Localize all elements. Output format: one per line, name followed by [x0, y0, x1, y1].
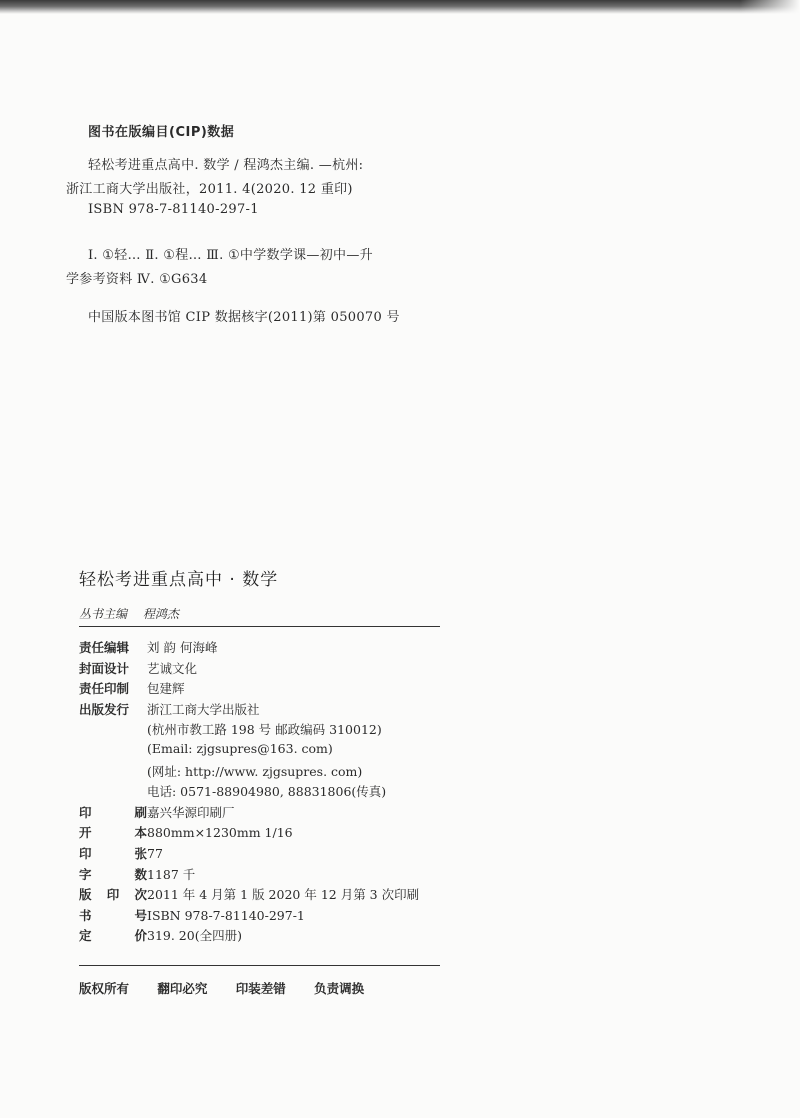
credit-label	[79, 823, 147, 841]
series-editor-name: 程鸿杰	[142, 607, 179, 621]
credit-label-char: 本	[134, 825, 147, 841]
credit-label-char: 次	[134, 887, 147, 903]
credit-row	[79, 885, 459, 906]
cip-classification-line-2: 学参考资料 Ⅳ. ①G634	[66, 272, 208, 287]
credit-label-char: 开	[79, 825, 92, 841]
cip-isbn-line: ISBN 978-7-81140-297-1	[88, 202, 259, 217]
cip-heading: 图书在版编目(CIP)数据	[88, 125, 235, 140]
credit-value: 1187 千	[147, 866, 196, 882]
credit-value: 319. 20(全四册)	[147, 928, 242, 944]
credit-value: 嘉兴华源印刷厂	[147, 804, 235, 820]
credit-label-char: 印	[79, 804, 92, 820]
credit-label	[79, 885, 147, 903]
credit-row	[79, 762, 459, 783]
credit-value: 艺诚文化	[147, 660, 198, 676]
series-editor-label: 丛书主编	[79, 607, 128, 621]
cip-title-line: 轻松考进重点高中. 数学 / 程鸿杰主编. —杭州:	[88, 158, 364, 173]
credit-value: (Email: zjgsupres@163. com)	[147, 740, 333, 756]
credit-label	[79, 906, 147, 924]
rights-item: 翻印必究	[157, 981, 208, 996]
credit-row	[79, 720, 459, 741]
credit-label-char: 定	[79, 928, 92, 944]
credit-label	[79, 700, 147, 718]
credit-value: 电话: 0571-88904980, 88831806(传真)	[147, 784, 387, 800]
rights-item: 版权所有	[79, 981, 130, 996]
credit-row	[79, 782, 459, 803]
credits-list	[79, 638, 459, 947]
credit-value: 浙江工商大学出版社	[147, 701, 260, 717]
credit-row	[79, 741, 459, 762]
credit-label	[79, 803, 147, 821]
rights-item: 印装差错	[235, 981, 286, 996]
credit-value: (杭州市教工路 198 号 邮政编码 310012)	[147, 722, 382, 738]
cip-classification-line: Ⅰ. ①轻… Ⅱ. ①程… Ⅲ. ①中学数学课—初中—升	[88, 248, 373, 263]
credit-label-char: 出版发行	[79, 701, 130, 717]
credit-label-char: 字	[79, 866, 92, 882]
credit-label	[79, 926, 147, 944]
credit-row	[79, 659, 459, 680]
credit-label-char: 号	[134, 907, 147, 923]
credit-label	[79, 865, 147, 883]
credit-value: ISBN 978-7-81140-297-1	[147, 907, 305, 923]
credit-label-char: 责任印制	[79, 681, 130, 697]
credit-value: 刘 韵 何海峰	[147, 640, 218, 655]
credit-row	[79, 926, 459, 947]
credit-label-char: 印	[79, 845, 92, 861]
credit-row	[79, 803, 459, 824]
credit-label	[79, 638, 147, 656]
credit-label-char: 数	[134, 866, 147, 882]
credit-value: 包建辉	[147, 681, 185, 697]
credit-label-char: 刷	[134, 804, 147, 820]
credit-label-char: 封面设计	[79, 660, 130, 676]
credit-value: (网址: http://www. zjgsupres. com)	[147, 763, 363, 779]
credit-value: 2011 年 4 月第 1 版 2020 年 12 月第 3 次印刷	[147, 887, 420, 903]
credit-row	[79, 906, 459, 927]
top-divider	[79, 626, 440, 627]
credit-label-char: 张	[134, 845, 147, 861]
credit-row	[79, 679, 459, 700]
credit-label	[79, 844, 147, 862]
series-editor-line	[79, 605, 179, 622]
credit-label-char: 版	[79, 887, 92, 903]
credit-label-char: 价	[134, 928, 147, 944]
credit-row	[79, 638, 459, 659]
scan-top-shadow	[0, 0, 800, 14]
book-title: 轻松考进重点高中 · 数学	[79, 570, 279, 590]
credit-row	[79, 865, 459, 886]
cip-publisher-line: 浙江工商大学出版社，2011. 4(2020. 12 重印)	[66, 182, 353, 197]
credit-value: 880mm×1230mm 1/16	[147, 825, 293, 841]
cip-record-number: 中国版本图书馆 CIP 数据核字(2011)第 050070 号	[88, 310, 400, 325]
credit-label-char: 印	[106, 887, 120, 903]
credit-row	[79, 823, 459, 844]
credit-value: 77	[147, 845, 163, 861]
credit-row	[79, 700, 459, 721]
credit-label	[79, 659, 147, 677]
credit-row	[79, 844, 459, 865]
bottom-divider	[79, 965, 440, 966]
credit-label-char: 责任编辑	[79, 640, 130, 655]
credit-label-char: 书	[79, 907, 92, 923]
rights-item: 负责调换	[314, 981, 365, 996]
rights-notice	[79, 979, 378, 997]
credit-label	[79, 679, 147, 697]
